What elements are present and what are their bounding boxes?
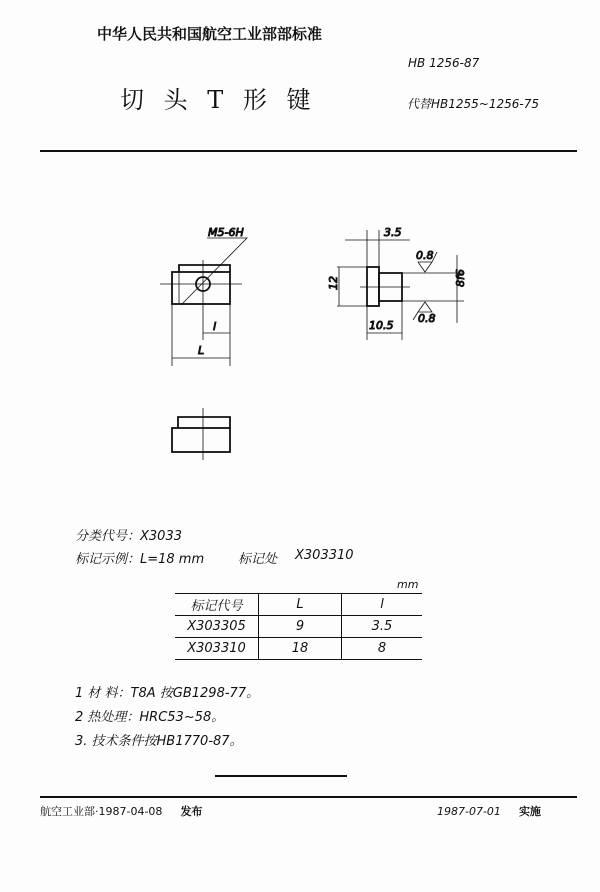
effective-date: 1987-07-01 (437, 805, 501, 818)
issue-label: 发布 (180, 805, 203, 818)
classification-code: 分类代号：X3033 (75, 529, 182, 544)
marking-example: 标记示例：L=18 mm (75, 552, 205, 567)
cell-L: 9 (259, 616, 342, 638)
cell-l: 3.5 (342, 616, 423, 638)
thread-label: M5-6H (208, 226, 244, 239)
end-mark-line (215, 775, 347, 777)
dim-head-label: 3.5 (384, 226, 402, 239)
issue-date: 航空工业部·1987-04-08 (40, 805, 163, 818)
header-marking-code: 标记代号 (175, 594, 259, 616)
roughness-bottom: 0.8 (418, 312, 436, 325)
marking-value: X303310 (295, 548, 354, 563)
cell-code: X303310 (175, 638, 259, 660)
roughness-top: 0.8 (416, 249, 434, 262)
table-header-row (175, 594, 422, 616)
note-item: 1 材 料：T8A 按GB1298-77。 (75, 686, 260, 701)
dim-L-label: L (198, 344, 205, 357)
top-view (172, 417, 230, 452)
marking-label: 标记处 (238, 552, 278, 567)
replaces-standard: 代替HB1255~1256-75 (407, 97, 539, 111)
header-l: l (342, 594, 423, 616)
dim-l-label: l (213, 320, 217, 333)
cell-l: 8 (342, 638, 423, 660)
table-row (175, 638, 422, 660)
note-item: 3. 技术条件按HB1770-87。 (75, 734, 243, 749)
table-row (175, 616, 422, 638)
dimension-table (175, 593, 422, 660)
document-title: 切 头 T 形 键 (120, 86, 317, 114)
issue-info (40, 803, 202, 819)
cell-code: X303305 (175, 616, 259, 638)
dim-diameter-label: 8f6 (454, 269, 467, 287)
note-item: 2 热处理：HRC53~58。 (75, 710, 225, 725)
header-L: L (259, 594, 342, 616)
effective-label: 实施 (518, 805, 541, 818)
footer-divider (40, 796, 577, 798)
table-unit: mm (397, 578, 419, 591)
side-view (367, 267, 402, 306)
standard-code: HB 1256-87 (408, 56, 480, 70)
cell-L: 18 (259, 638, 342, 660)
issuing-organization: 中华人民共和国航空工业部部标准 (97, 25, 323, 43)
effective-info (437, 803, 541, 819)
dim-length-label: 10.5 (369, 319, 394, 332)
dim-height-label: 12 (327, 276, 340, 290)
